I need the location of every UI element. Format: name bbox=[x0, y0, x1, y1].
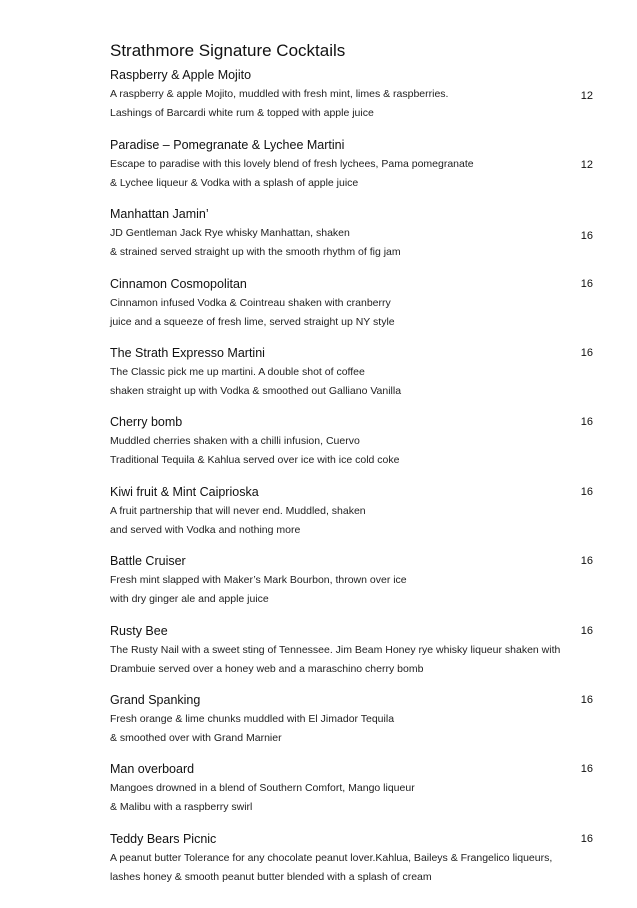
item-name: The Strath Expresso Martini bbox=[110, 346, 265, 360]
item-name: Raspberry & Apple Mojito bbox=[110, 68, 252, 82]
item-price: 16 bbox=[580, 486, 593, 498]
item-name: Cherry bomb bbox=[110, 415, 183, 429]
item-name: Manhattan Jamin’ bbox=[110, 207, 209, 221]
item-name: Rusty Bee bbox=[110, 624, 168, 638]
item-description-line: & Lychee liqueur & Vodka with a splash of apple juice bbox=[110, 177, 359, 189]
item-price: 12 bbox=[580, 90, 593, 102]
item-price: 16 bbox=[580, 230, 593, 242]
item-description-line: lashes honey & smooth peanut butter blended with a splash of cream bbox=[110, 871, 432, 883]
item-price: 16 bbox=[580, 278, 593, 290]
menu-item bbox=[110, 762, 595, 822]
item-description-line: A peanut butter Tolerance for any chocolate peanut lover.Kahlua, Baileys & Frangelico liqueurs, bbox=[110, 852, 553, 864]
item-description-line: & strained served straight up with the smooth rhythm of fig jam bbox=[110, 246, 401, 258]
item-name: Battle Cruiser bbox=[110, 554, 186, 568]
item-description-line: shaken straight up with Vodka & smoothed out Galliano Vanilla bbox=[110, 385, 402, 397]
menu-item bbox=[110, 415, 595, 475]
item-description-line: juice and a squeeze of fresh lime, served straight up NY style bbox=[110, 316, 395, 328]
menu-item bbox=[110, 346, 595, 406]
menu-item bbox=[110, 138, 595, 198]
item-description-line: Fresh orange & lime chunks muddled with El Jimador Tequila bbox=[110, 713, 395, 725]
menu-item bbox=[110, 554, 595, 614]
menu-item bbox=[110, 624, 595, 684]
item-description-line: & smoothed over with Grand Marnier bbox=[110, 732, 282, 744]
menu-item bbox=[110, 485, 595, 545]
item-description-line: Muddled cherries shaken with a chilli infusion, Cuervo bbox=[110, 435, 360, 447]
item-description-line: The Rusty Nail with a sweet sting of Tennessee. Jim Beam Honey rye whisky liqueur shaken with bbox=[110, 644, 561, 656]
item-description-line: with dry ginger ale and apple juice bbox=[110, 593, 269, 605]
item-description-line: Escape to paradise with this lovely blend of fresh lychees, Pama pomegranate bbox=[110, 158, 474, 170]
item-description-line: JD Gentleman Jack Rye whisky Manhattan, shaken bbox=[110, 227, 350, 239]
item-description-line: Drambuie served over a honey web and a maraschino cherry bomb bbox=[110, 663, 424, 675]
item-name: Grand Spanking bbox=[110, 693, 201, 707]
item-price: 12 bbox=[580, 159, 593, 171]
item-description-line: and served with Vodka and nothing more bbox=[110, 524, 301, 536]
item-price: 16 bbox=[580, 625, 593, 637]
item-price: 16 bbox=[580, 416, 593, 428]
menu-item bbox=[110, 832, 595, 892]
menu-item bbox=[110, 68, 595, 128]
item-description-line: A raspberry & apple Mojito, muddled with fresh mint, limes & raspberries. bbox=[110, 88, 449, 100]
item-description-line: The Classic pick me up martini. A double shot of coffee bbox=[110, 366, 365, 378]
item-price: 16 bbox=[580, 555, 593, 567]
item-price: 16 bbox=[580, 347, 593, 359]
menu-item bbox=[110, 277, 595, 337]
item-price: 16 bbox=[580, 763, 593, 775]
menu-item bbox=[110, 693, 595, 753]
item-name: Man overboard bbox=[110, 762, 195, 776]
item-name: Kiwi fruit & Mint Caiprioska bbox=[110, 485, 259, 499]
item-description-line: Lashings of Barcardi white rum & topped with apple juice bbox=[110, 107, 374, 119]
item-price: 16 bbox=[580, 694, 593, 706]
menu-title: Strathmore Signature Cocktails bbox=[110, 41, 346, 60]
item-name: Paradise – Pomegranate & Lychee Martini bbox=[110, 138, 345, 152]
item-description-line: Fresh mint slapped with Maker’s Mark Bourbon, thrown over ice bbox=[110, 574, 407, 586]
item-price: 16 bbox=[580, 833, 593, 845]
item-name: Teddy Bears Picnic bbox=[110, 832, 217, 846]
item-description-line: Cinnamon infused Vodka & Cointreau shaken with cranberry bbox=[110, 297, 391, 309]
item-name: Cinnamon Cosmopolitan bbox=[110, 277, 247, 291]
item-description-line: Mangoes drowned in a blend of Southern Comfort, Mango liqueur bbox=[110, 782, 415, 794]
item-description-line: & Malibu with a raspberry swirl bbox=[110, 801, 253, 813]
menu-item bbox=[110, 207, 595, 267]
item-description-line: A fruit partnership that will never end. Muddled, shaken bbox=[110, 505, 366, 517]
item-description-line: Traditional Tequila & Kahlua served over ice with ice cold coke bbox=[110, 454, 400, 466]
